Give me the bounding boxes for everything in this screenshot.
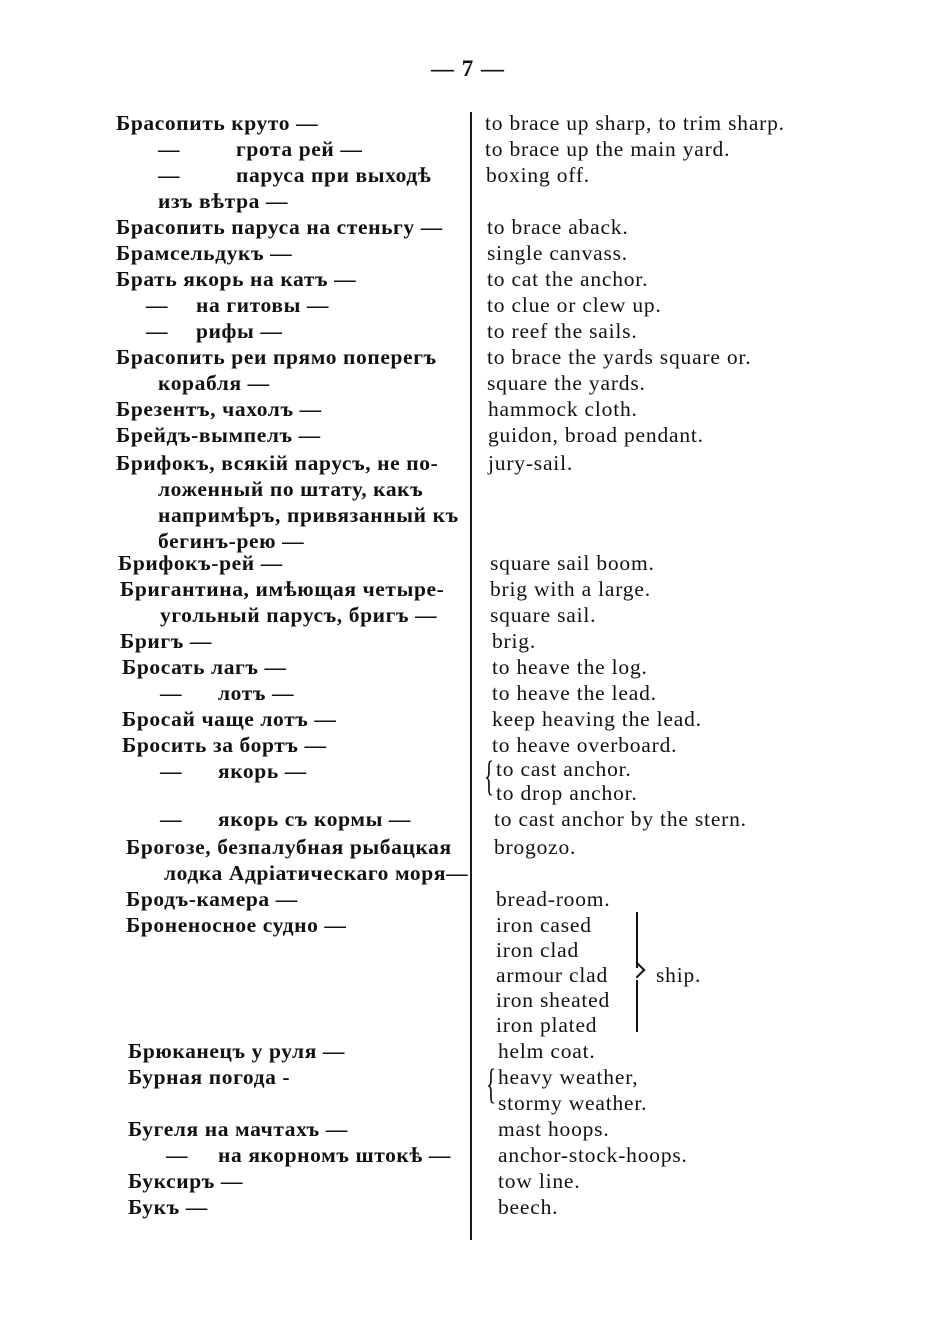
right-brace-tip-icon (629, 962, 646, 979)
entry-ru: Бурная погода - (128, 1065, 291, 1089)
entry-ru: Бросать лагъ — (122, 655, 287, 679)
entry-ru: Бригантина, имѣющая четыре- (120, 577, 445, 601)
entry-en-cont: to drop anchor. (496, 781, 638, 805)
entry-ru: паруса при выходѣ (236, 163, 432, 187)
entry-ru-cont: ложенный по штату, какъ (158, 477, 424, 501)
entry-en: to heave the log. (492, 655, 648, 679)
entry-en-item: iron plated (496, 1013, 598, 1037)
entry-en: to cast anchor. (496, 757, 632, 781)
entry-ru-cont: напримѣръ, привязанный къ (158, 503, 459, 527)
entry-ru: Букъ — (128, 1195, 208, 1219)
entry-ru-cont: угольный парусъ, бригъ — (160, 603, 438, 627)
entry-ru: Брифокъ, всякій парусъ, не по- (116, 451, 439, 475)
entry-en: brig. (492, 629, 537, 653)
entry-ru: якорь — (218, 759, 307, 783)
entry-ru: рифы — (196, 319, 283, 343)
entry-ditto-dash: — (160, 807, 183, 831)
entry-ru: Брасопить круто — (116, 111, 319, 135)
entry-en: to heave overboard. (492, 733, 678, 757)
entry-en: single canvass. (487, 241, 628, 265)
entry-ditto-dash: — (146, 319, 169, 343)
left-brace-icon: { (486, 1062, 497, 1108)
entry-en: to clue or clew up. (487, 293, 662, 317)
entry-ru: на якорномъ штокѣ — (218, 1143, 451, 1167)
entry-en: jury-sail. (488, 451, 574, 475)
entry-ru: Бригъ — (120, 629, 212, 653)
entry-ru: Бугеля на мачтахъ — (128, 1117, 348, 1141)
entry-ru: Брифокъ-рей — (118, 551, 283, 575)
entry-ru: Брезентъ, чахолъ — (116, 397, 322, 421)
entry-ru: лотъ — (218, 681, 295, 705)
entry-ru: Бросай чаще лотъ — (122, 707, 337, 731)
entry-en-cont: stormy weather. (498, 1091, 648, 1115)
entry-en: brig with a large. (490, 577, 651, 601)
entry-ru-cont: корабля — (158, 371, 270, 395)
entry-en: guidon, broad pendant. (488, 423, 704, 447)
entry-ru: якорь съ кормы — (218, 807, 412, 831)
entry-en: bread-room. (496, 887, 611, 911)
entry-ditto-dash: — (158, 137, 181, 161)
entry-ru: на гитовы — (196, 293, 330, 317)
entry-ditto-dash: — (158, 163, 181, 187)
entry-ru: Буксиръ — (128, 1169, 243, 1193)
entry-ru: Брогозе, безпалубная рыбацкая (126, 835, 452, 859)
entry-en: beech. (498, 1195, 559, 1219)
entry-en-item: armour clad (496, 963, 609, 987)
entry-ditto-dash: — (160, 681, 183, 705)
entry-ru: Брасопить паруса на стеньгу — (116, 215, 443, 239)
entry-en: helm coat. (498, 1039, 596, 1063)
entry-en-suffix: ship. (656, 963, 702, 987)
entry-en: to brace up the main yard. (485, 137, 731, 161)
entry-en-item: iron cased (496, 913, 592, 937)
entry-ru-cont: лодка Адріатическаго моря— (164, 861, 469, 885)
entry-ditto-dash: — (166, 1143, 189, 1167)
entry-ru: Бросить за бортъ — (122, 733, 327, 757)
right-brace-icon (636, 980, 638, 1032)
entry-ditto-dash: — (160, 759, 183, 783)
entry-en: mast hoops. (498, 1117, 610, 1141)
entry-en: square sail boom. (490, 551, 655, 575)
entry-en-item: iron sheated (496, 988, 611, 1012)
entry-en: to cast anchor by the stern. (494, 807, 747, 831)
entry-ditto-dash: — (146, 293, 169, 317)
entry-en: hammock cloth. (488, 397, 638, 421)
entry-en: boxing off. (486, 163, 590, 187)
entry-ru: Брюканецъ у руля — (128, 1039, 346, 1063)
entry-en: to brace up sharp, to trim sharp. (485, 111, 785, 135)
column-divider (470, 112, 472, 1240)
entry-ru: Брасопить реи прямо поперегъ (116, 345, 437, 369)
page-number: — 7 — (431, 56, 505, 81)
right-brace-icon (636, 912, 638, 968)
entry-en: keep heaving the lead. (492, 707, 702, 731)
entry-ru: Бродъ-камера — (126, 887, 298, 911)
entry-en: tow line. (498, 1169, 581, 1193)
entry-ru: Броненосное судно — (126, 913, 347, 937)
entry-en: to cat the anchor. (487, 267, 649, 291)
entry-ru-cont: бегинъ-рею — (158, 529, 305, 553)
entry-en-cont: square the yards. (487, 371, 646, 395)
entry-ru: Брать якорь на катъ — (116, 267, 357, 291)
entry-en: to reef the sails. (487, 319, 638, 343)
left-brace-icon: { (484, 754, 495, 800)
entry-en: heavy weather, (498, 1065, 639, 1089)
entry-en: to brace aback. (487, 215, 629, 239)
entry-ru: грота рей — (236, 137, 363, 161)
entry-en: anchor-stock-hoops. (498, 1143, 688, 1167)
entry-ru: Брейдъ-вымпелъ — (116, 423, 321, 447)
entry-en: to brace the yards square or. (487, 345, 752, 369)
entry-en-cont: square sail. (490, 603, 597, 627)
entry-en-item: iron clad (496, 938, 580, 962)
entry-ru: Брамсельдукъ — (116, 241, 293, 265)
entry-en: brogozo. (494, 835, 577, 859)
entry-ru-cont: изъ вѣтра — (158, 189, 289, 213)
entry-en: to heave the lead. (492, 681, 657, 705)
